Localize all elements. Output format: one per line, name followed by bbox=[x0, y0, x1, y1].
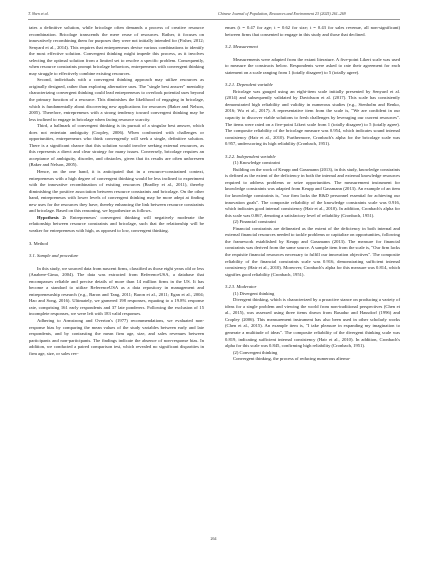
paragraph: tates a definitive solution, while bricolage often demands a process of creative resource recombination. Bricolage transcends the mere reuse of resources. Rather, it focuses on innovatively recombining them for purposes they were not initially intended for (Fisher, 2012; Senyard et al., 2014). This requires that entrepreneurs devise various combinations to identify the most effective solution. Convergent thinking might impede this process, as it involves selecting the optimal solution from a limited set to resolve a specific problem. Consequently, when resource constraints prompt bricolage behaviors, entrepreneurs with convergent thinking may struggle to effectively combine existing resources. bbox=[29, 25, 204, 76]
left-column bbox=[29, 25, 204, 357]
paragraph: Divergent thinking, which is characterized by a proactive stance on producing a variety of ideas for a single problem and viewing the world from non-traditional perspectives (Chen et al., 2015), was assessed using three items drawn from Basadur and Hausdorf (1996) and Cropley (2006). This measurement instrument has also been used in other scholarly works (Chen et al., 2015). An example item is, "I take pleasure in expanding my imagination to generate a multitude of ideas". The composite reliability of the divergent thinking scale was 0.819, indicating sufficient internal consistency (Hair et al., 2010). In addition, Cronbach's alpha for this scale was 0.845, confirming high reliability (Cronbach, 1951). bbox=[225, 297, 400, 349]
paragraph: Hence, on the one hand, it is anticipated that in a resource-constrained context, entrepreneurs with a high degree of convergent thinking would be less inclined to experiment with the innovative recombination of existing resources (Bradley et al., 2011), thereby diminishing the positive association between resource constraints and bricolage. On the other hand, entrepreneurs with lower levels of convergent thinking may be more adept at finding new uses for the resources they have, thereby enhancing the link between resource constraints and bricolage. Based on this reasoning, we hypothesize as follows. bbox=[29, 169, 204, 214]
subsection-heading-dependent: 3.2.1. Dependent variable bbox=[225, 82, 273, 88]
subheading-convergent-thinking: (2) Convergent thinking bbox=[233, 349, 278, 355]
section-heading-method: 3. Method bbox=[29, 240, 48, 246]
subheading-knowledge-constraint: (1) Knowledge constraint bbox=[233, 160, 280, 166]
paragraph: In this study, we sourced data from nascent firms, classified as those eight years old or less (Anabere-Gima, 2004). The data was extracted from ReferenceUSA, a database that encompasses reliable and precise details of more than 14 million firms in the US. It has become a standard to utilize ReferenceUSA as a data repository in management and entrepreneurship research (e.g., Baron and Tang, 2011; Baron et al., 2011; Egan et al., 2004; Hao and Song, 2016). Ultimately, we garnered 198 responses, equating to a 19.8% response rate, comprising 161 early respondents and 37 late ponderers. Following the exclusion of 15 incomplete responses, we were left with 183 valid responses. bbox=[29, 265, 204, 317]
hypothesis-2 bbox=[29, 215, 204, 235]
paragraph: enues (t = 0.47 for age; t = 0.62 for size; t = 0.43 for sales revenue, all non-significant) between firms that consented to engage in this study and those that declined. bbox=[225, 25, 400, 37]
paragraph: Second, individuals with a convergent thinking approach may utilize resources as originally designed, rather than exploring alternative uses. The "single best answer" mentality characterizing convergent thinking could lead entrepreneurs to overlook potential uses beyond the primary function of a resource. This diminishes the likelihood of engaging in bricolage, which is fundamentally about discovering new applications for resources (Baker and Nelson, 2005). Therefore, entrepreneurs with a strong tendency toward convergent thinking may be less inclined to engage in bricolage when facing resource scarcity. bbox=[29, 77, 204, 122]
paragraph: Third, a hallmark of convergent thinking is its pursuit of a singular best answer, which does not entertain ambiguity (Cropley, 2006). When confronted with challenges or opportunities, entrepreneurs who think convergently will seek a single, definitive solution. There is a significant chance that this solution would involve seeking external resources, as this represents a direct and clear strategy for many issues. Conversely, bricolage requires an acceptance of ambiguity, disorder, and obstacles, given that its results are often unforeseen (Baker and Nelson, 2005). bbox=[29, 123, 204, 168]
header-divider bbox=[28, 19, 400, 20]
paragraph: Adhering to Armstrong and Overton's (1977) recommendations, we evaluated non-response bias by comparing the mean values of the study variables between early and late respondents, and by contrasting the mean firm age, size, and sales revenues between participants and non-participants. The findings indicate the absence of non-response bias. In addition, we conducted a paired comparison test, which revealed no significant disparities in firm age, size, or sales rev- bbox=[29, 317, 204, 356]
subsection-heading-measurement: 3.2. Measurement bbox=[225, 44, 258, 50]
subsection-heading-independent: 3.2.2. Independent variable bbox=[225, 153, 276, 159]
subsection-heading-moderator: 3.2.3. Moderator bbox=[225, 284, 257, 290]
right-column bbox=[225, 25, 400, 363]
subheading-financial-constraint: (2) Financial constraint bbox=[233, 219, 276, 225]
paragraph: Building on the work of Keupp and Gassmann (2013), in this study, knowledge constraints is defined as the extent of the deficiency in both the internal and external knowledge resources required to address problems or seize opportunities. The measurement instrument for knowledge constraints was adapted from Keupp and Gassmann (2013). An example of an item for knowledge constraints is, "our firm lacks the R&D personnel essential for achieving our innovation goals". The composite reliability of the knowledge constraints scale was 0.916, which indicates good internal consistency (Hair et al., 2010). In addition, Cronbach's alpha for this scale was 0.867, denoting a satisfactory level of reliability (Cronbach, 1951). bbox=[225, 166, 400, 218]
paragraph: Convergent thinking, the process of reducing numerous alterna- bbox=[233, 356, 351, 362]
hypothesis-label: Hypothesis 2: bbox=[37, 214, 67, 220]
paragraph: Bricolage was gauged using an eight-item scale initially presented by Senyard et al. (2014) and subsequently validated by Davidsson et al. (2017). This scale has consistently demonstrated high reliability and validity in numerous studies (e.g., Stenholm and Renko, 2016; Wu et al., 2017). A representative item from the scale is, "We are confident in our capacity to discover viable solutions to fresh challenges by leveraging our current resources". The items were rated on a five-point Likert scale from 1 (totally disagree) to 5 (totally agree). The composite reliability of the bricolage measure was 0.954, which indicates sound internal consistency (Hair et al., 2010). Furthermore, Cronbach's alpha for the bricolage scale was 0.957, underscoring its high reliability (Cronbach, 1951). bbox=[225, 88, 400, 147]
subheading-divergent-thinking: (1) Divergent thinking bbox=[233, 290, 275, 296]
running-header-journal: Chinese Journal of Population, Resources and Environment 23 (2025) 261–269 bbox=[218, 11, 346, 16]
paragraph: Measurements were adapted from the extant literature. A five-point Likert scale was used to measure the constructs below. Respondents were asked to rate their agreement for each statement on a scale ranging from 1 (totally disagree) to 5 (totally agree). bbox=[225, 56, 400, 75]
hypothesis-text: Entrepreneurs' convergent thinking will negatively moderate the relationship between resource constraints and bricolage, such that the relationship will be weaker for entrepreneurs with high, as opposed to low, convergent thinking. bbox=[29, 214, 204, 233]
running-header-authors: T. Shen et al. bbox=[28, 11, 49, 16]
paragraph: Financial constraints are delineated as the extent of the deficiency in both internal and external financial resources needed to tackle problems or capitalize on opportunities, following the framework established by Keupp and Gassmann (2013). The measure for financial constraints was derived from the same source. A sample item from the scale is, "Our firm lacks the requisite financial resources necessary to fulfill our innovation objectives". The composite reliability of the financial constraints scale was 0.916, demonstrating sufficient internal consistency (Hair et al., 2010). Moreover, Cronbach's alpha for this measure was 0.814, which signifies good reliability (Cronbach, 1951). bbox=[225, 225, 400, 277]
subsection-heading-sample: 3.1. Sample and procedure bbox=[29, 253, 79, 259]
page-number: 264 bbox=[210, 536, 217, 541]
